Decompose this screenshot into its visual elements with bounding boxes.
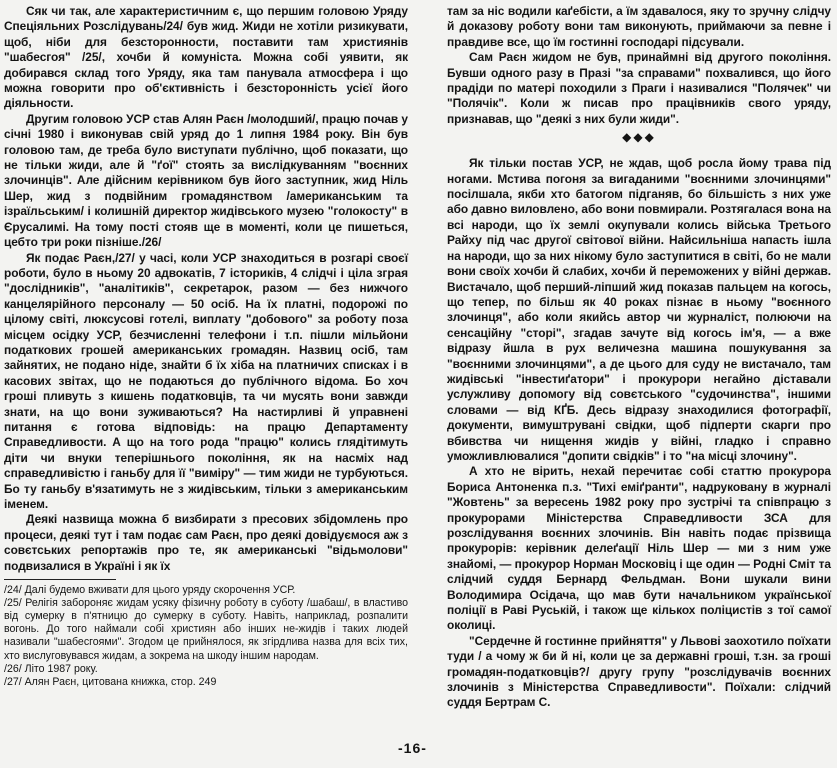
footnotes <box>4 584 408 689</box>
paragraph: А хто не вірить, нехай перечитає собі статтю прокурора Бориса Антоненка п.з. "Тихі еміґранти", надруковану в журналі "Жовтень" за вересень 1982 року про зустрічі та співпрацю з прокурорами Міністерства Справедливости ЗСА для розслідування воєнних злочинів. Він навіть подає прізвища прокурорів: керівник делеґації Ніль Шер — ми з ним уже знайомі, — прокурор Норман Московіц і ще один — Родні Сміт та слідчий суддя Бернард Фельдман. Вони шукали вини Володимира Осідача, що мав бути начальником української поліції в Раві Руській, і також ще кількох поліцистів з тої самої околиці. <box>447 464 831 633</box>
footnote: /25/ Релігія забороняє жидам усяку фізичну роботу в суботу /шабаш/, в властиво від сумерку в п'ятницю до сумерку в суботу. Навіть, наприклад, розпалити вогонь. До того наймали собі християн або інших не-жидів і таких людей називали "шабесгоями". Згодом це прийнялося, як згірдлива назва для всіх тих, хто вислуговувався жидам, а зокрема на шкоду іншим народам. <box>4 597 408 662</box>
paragraph: "Сердечне й гостинне прийняття" у Львові заохотило поїхати туди / а чому ж би й ні, коли це за державні гроші, т.зн. за гроші громадян-податковців?/ другу групу "розслідувачів воєнних злочинів з Міністерства Справедливости". Поїхали: слідчий суддя Бертрам С. <box>447 633 831 710</box>
section-divider-ornament: ◆◆◆ <box>622 130 656 145</box>
paragraph: Сам Раєн жидом не був, принаймні від другого покоління. Бувши одного разу в Празі "за справами" похвалився, що його прадіди по матері походили з Праги і називалися "Полячек" чи "Полячік". Коли ж писав про працівників свого уряду, признавав, що "деякі з них були жиди". <box>447 50 831 126</box>
paragraph: Як тільки постав УСР, не ждав, щоб росла йому трава під ногами. Мстива погоня за вигаданими "воєнними злочинцями" посілшала, якби хто батогом підганяв, бо більшість з них уже або давно виловлено, або вони повмирали. Розтягалася вона на всі народи, що їх землі окупували колись війська Третього Райху під час другої світової війни. Найсильніша напасть ішла на народи, що за них нікому було заступитися в світі, бо не мали вони своїх хочби й слабих, хочби й переможених у війні держав. Вистачало, щоб перший-ліпший жид показав пальцем на когось, що тепер, по більш як 40 роках пізнає в ньому "воєнного злочинця", або коли якийсь автор чи журналіст, полюючи на сенсаційну "сторі", згадав зачуте від когось ім'я, — а вже відразу йшла в рух величезна машина пошукування за "воєнними злочинцями", а де цього для суду не вистачало, там жидівські "інвестиґатори" і прокурори негайно діставали услужливу допомогу від совєтського "судочинства", іншими словами — від КҐБ. Десь відразу знаходилися фотографії, документи, вимуштрувані свідки, щоб підперти скарги про вбивства чи нищення жидів у війні, гладко і справно уможливлювалися "допити свідків" і то "на місці злочину". <box>447 156 831 463</box>
footnote: /24/ Далі будемо вживати для цього уряду скорочення УСР. <box>4 584 296 597</box>
paragraph: Другим головою УСР став Алян Раєн /молодший/, працю почав у січні 1980 і виконував свій уряд до 1 липня 1984 року. Він був головою там, де треба було виступати публічно, щоб показати, що не тільки жиди, але й "ґої" стоять за вислідкуванням "воєнних злочинців". Але дійсним керівником був його заступник, жид Ніль Шер, жид з подвійним громадянством /американським та ізраїльським/ і колишній директор жидівського музею "голокосту" в Єрусалимі. На тому пості стояв ще в моменті, коли це пишеться, цебто три роки пізніше./26/ <box>4 111 408 250</box>
footnote: /26/ Літо 1987 року. <box>4 662 98 675</box>
page-number: -16- <box>398 740 427 756</box>
paragraph: Деякі назвища можна б визбирати з пресових збідомлень про процеси, деякі тут і там подає сам Раєн, про деякі довідуємося аж з совєтських репортажів про те, як американські "відьмолови" подвизалися в Україні і як їх <box>4 512 408 573</box>
right-column <box>447 4 831 711</box>
left-column <box>4 4 408 689</box>
paragraph: там за ніс водили каґебісти, а їм здавалося, яку то зручну слідчу й доказову роботу вони там виконують, приймаючи за певне і правдиве все, що їм гостинні господарі підсували. <box>447 4 831 49</box>
footnote-divider <box>4 579 116 580</box>
paragraph: Сяк чи так, але характеристичним є, що першим головою Уряду Спеціяльних Розслідувань/24/ був жид. Жиди не хотіли ризикувати, щоб, ніби для безсторонности, поставити там християнів "шабесгоя" /25/, хочби й комуніста. Можна собі уявити, як добирався склад того Уряду, яка там панувала атмосфера і що можна говорити про об'єктивність і безсторонність усієї його діяльности. <box>4 4 408 111</box>
paragraph: Як подає Раєн,/27/ у часі, коли УСР знаходиться в розгарі своєї роботи, було в ньому 20 адвокатів, 7 істориків, 4 слідчі і ціла зграя "дослідників", "аналітиків", секретарок, разом — без нижчого канцелярійного персоналу — 50 осіб. На їх платні, подорожі по цілому світі, люксусові готелі, виплату "добового" за роботу поза місцем осідку УСР, безчисленні телефони і т.п. пішли мільйони податкових грошей американських громадян. Назвиц осіб, там зайнятих, не подано ніде, знайти б їх хіба на платничих списках і в касових звітах, що не подаються до публічного відома. Бо хоч гроші пливуть з кишень податковців, та чи мусять вони завжди знати, на що вони зуживаються? На настирливі й управнені питання є готова відповідь: на працю Департаменту Справедливости. А що на того рода "працю" колись глядітимуть діти чи внуки теперішнього покоління, як на насміх над справедливістю і ганьбу для її "виміру" — тим жиди не турбуються. Бо ту ганьбу в'язатимуть не з жидівським, тільки з американським іменем. <box>4 250 408 511</box>
footnote: /27/ Алян Раєн, цитована книжка, стор. 249 <box>4 675 217 688</box>
